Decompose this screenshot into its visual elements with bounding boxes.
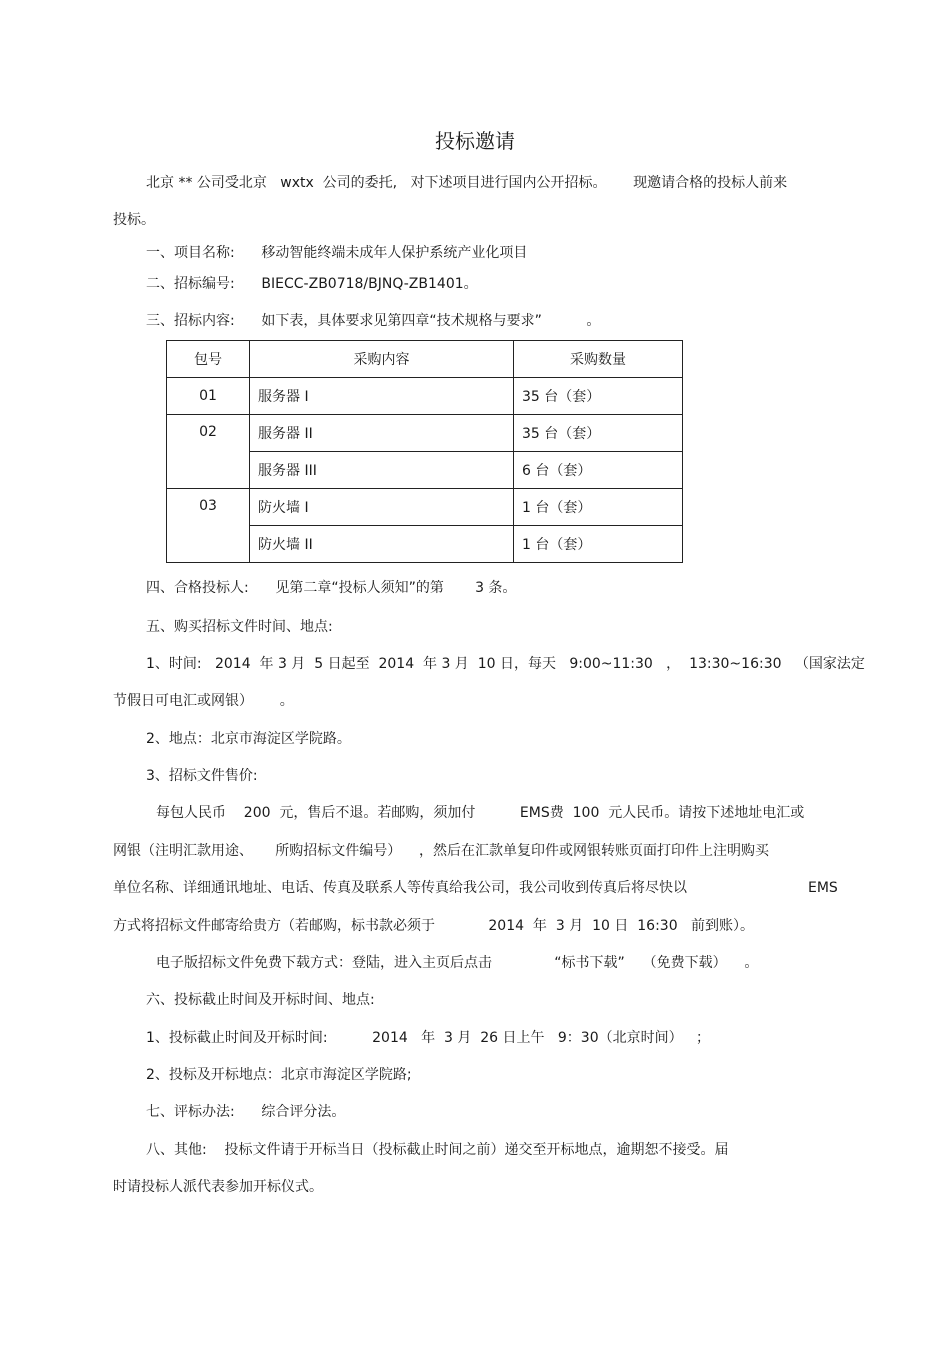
header-quantity: 采购数量	[514, 341, 683, 378]
section-bid-content: 三、招标内容: 如下表，具体要求见第四章“技术规格与要求” 。	[146, 313, 601, 329]
header-content: 采购内容	[250, 341, 514, 378]
section-other-line-1: 八、其他: 投标文件请于开标当日（投标截止时间之前）递交至开标地点，逾期恕不接受。届	[146, 1142, 729, 1158]
cell-item: 防火墙 I	[250, 489, 514, 526]
table-row	[167, 378, 683, 415]
opening-location: 2、投标及开标地点：北京市海淀区学院路;	[146, 1067, 412, 1083]
price-line-2: 网银（注明汇款用途、 所购招标文件编号） ，然后在汇款单复印件或网银转账页面打印件上注明购买	[113, 843, 770, 859]
price-line-4: 方式将招标文件邮寄给贵方（若邮购，标书款必须于 2014 年 3 月 10 日 16:30 前到账）。	[113, 918, 754, 934]
price-line-3: 单位名称、详细通讯地址、电话、传真及联系人等传真给我公司，我公司收到传真后将尽快以	[113, 880, 687, 896]
download-info: 电子版招标文件免费下载方式：登陆，进入主页后点击 “标书下载” （免费下载） 。	[156, 955, 759, 971]
deadline-time: 1、投标截止时间及开标时间: 2014 年 3 月 26 日上午 9：30（北京时间） ；	[146, 1030, 710, 1046]
cell-item: 服务器 I	[250, 378, 514, 415]
cell-package: 01	[167, 378, 250, 415]
document-title: 投标邀请	[435, 129, 515, 153]
purchase-location: 2、地点：北京市海淀区学院路。	[146, 731, 351, 747]
section-project-name: 一、项目名称: 移动智能终端未成年人保护系统产业化项目	[146, 245, 528, 261]
cell-package: 03	[167, 489, 250, 563]
document-price-heading: 3、招标文件售价:	[146, 768, 258, 784]
cell-quantity: 6 台（套）	[514, 452, 683, 489]
cell-quantity: 35 台（套）	[514, 415, 683, 452]
intro-line-2: 投标。	[113, 212, 155, 228]
procurement-table	[166, 340, 683, 563]
cell-item: 服务器 II	[250, 415, 514, 452]
header-package: 包号	[167, 341, 250, 378]
table-row	[167, 415, 683, 452]
cell-quantity: 1 台（套）	[514, 526, 683, 563]
table-row	[167, 489, 683, 526]
cell-quantity: 35 台（套）	[514, 378, 683, 415]
section-purchase-heading: 五、购买招标文件时间、地点:	[146, 619, 333, 635]
price-line-3-ems: EMS	[808, 880, 838, 896]
section-evaluation: 七、评标办法: 综合评分法。	[146, 1104, 346, 1120]
table-header-row	[167, 341, 683, 378]
intro-line-1: 北京 ** 公司受北京 wxtx 公司的委托, 对下述项目进行国内公开招标。 现邀请合格的投标人前来	[146, 175, 788, 191]
purchase-time-line-1: 1、时间: 2014 年 3 月 5 日起至 2014 年 3 月 10 日，每天 9:00~11:30 ， 13:30~16:30 （国家法定	[146, 656, 865, 672]
purchase-time-line-2: 节假日可电汇或网银） 。	[113, 693, 294, 709]
section-deadline-heading: 六、投标截止时间及开标时间、地点:	[146, 992, 375, 1008]
section-qualified-bidder: 四、合格投标人: 见第二章“投标人须知”的第 3 条。	[146, 580, 517, 596]
cell-item: 服务器 III	[250, 452, 514, 489]
cell-quantity: 1 台（套）	[514, 489, 683, 526]
section-bid-number: 二、招标编号: BIECC-ZB0718/BJNQ-ZB1401。	[146, 276, 478, 292]
cell-package: 02	[167, 415, 250, 489]
cell-item: 防火墙 II	[250, 526, 514, 563]
price-line-1: 每包人民币 200 元，售后不退。若邮购，须加付 EMS费 100 元人民币。请按下述地址电汇或	[156, 805, 805, 821]
section-other-line-2: 时请投标人派代表参加开标仪式。	[113, 1179, 323, 1195]
